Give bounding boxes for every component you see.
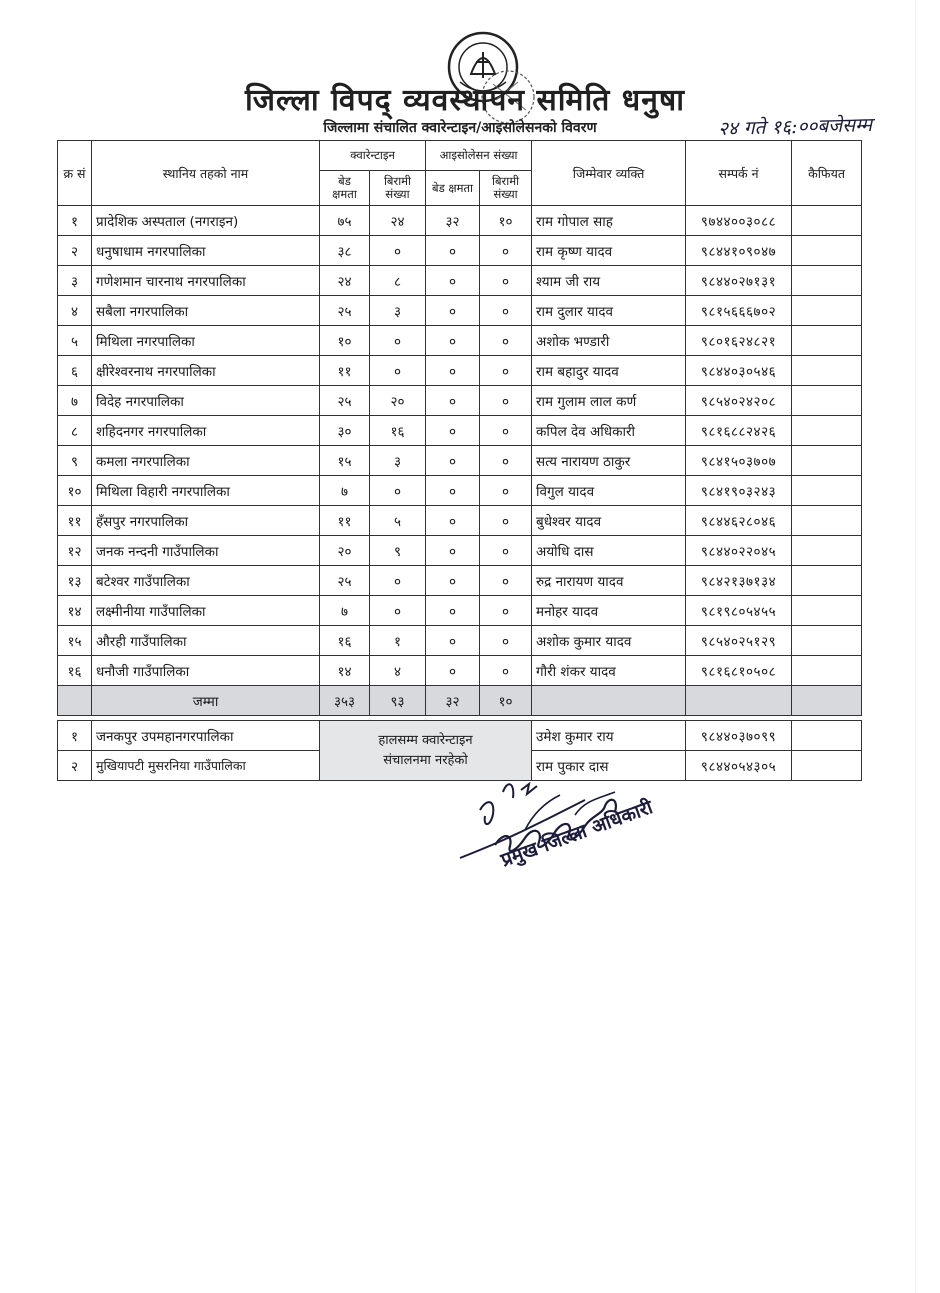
row-contact-number: ९८४१५०३७०७	[686, 446, 792, 476]
header-responsible: जिम्मेवार व्यक्ति	[532, 141, 686, 206]
table-row	[58, 596, 862, 626]
row-q-bed: ३८	[320, 236, 370, 266]
row-i-patient: ०	[480, 566, 532, 596]
row-i-bed: ०	[426, 566, 480, 596]
row-sn: ४	[58, 296, 92, 326]
row-q-bed: २५	[320, 566, 370, 596]
table-row	[58, 626, 862, 656]
extra-person: राम पुकार दास	[532, 751, 686, 781]
row-local-level: मिथिला नगरपालिका	[92, 326, 320, 356]
table-header-row-1	[58, 141, 862, 171]
total-q-bed: ३५३	[320, 686, 370, 716]
table-row	[58, 446, 862, 476]
row-i-patient: ०	[480, 626, 532, 656]
row-q-patient: ३	[370, 446, 426, 476]
row-q-bed: १५	[320, 446, 370, 476]
row-i-bed: ०	[426, 326, 480, 356]
row-q-patient: ०	[370, 566, 426, 596]
row-contact-number: ९८४४०२७१३१	[686, 266, 792, 296]
row-i-bed: ०	[426, 626, 480, 656]
header-contact: सम्पर्क नं	[686, 141, 792, 206]
note-line-2: संचालनमा नरहेको	[383, 752, 468, 768]
row-local-level: बटेश्वर गाउँपालिका	[92, 566, 320, 596]
row-remarks	[792, 266, 862, 296]
row-remarks	[792, 566, 862, 596]
row-q-patient: ०	[370, 326, 426, 356]
quarantine-isolation-table	[57, 140, 862, 781]
row-q-bed: २५	[320, 296, 370, 326]
row-i-bed: ०	[426, 266, 480, 296]
header-sn: क्र सं	[58, 141, 92, 206]
row-responsible-person: सत्य नारायण ठाकुर	[532, 446, 686, 476]
row-responsible-person: राम गुलाम लाल कर्ण	[532, 386, 686, 416]
row-i-patient: ०	[480, 356, 532, 386]
row-q-bed: ११	[320, 356, 370, 386]
extra-sn: २	[58, 751, 92, 781]
row-remarks	[792, 446, 862, 476]
total-q-patient: ९३	[370, 686, 426, 716]
row-q-bed: ११	[320, 506, 370, 536]
row-remarks	[792, 476, 862, 506]
row-q-bed: १०	[320, 326, 370, 356]
row-sn: ११	[58, 506, 92, 536]
header-isolation: आइसोलेसन संख्या	[426, 141, 532, 171]
row-contact-number: ९८४४१०९०४७	[686, 236, 792, 266]
row-responsible-person: राम बहादुर यादव	[532, 356, 686, 386]
row-local-level: विदेह नगरपालिका	[92, 386, 320, 416]
table-row	[58, 206, 862, 236]
row-sn: १	[58, 206, 92, 236]
row-sn: ८	[58, 416, 92, 446]
table-row	[58, 506, 862, 536]
row-q-patient: १६	[370, 416, 426, 446]
row-i-bed: ०	[426, 656, 480, 686]
row-i-patient: ०	[480, 506, 532, 536]
header-local-level: स्थानिय तहको नाम	[92, 141, 320, 206]
row-remarks	[792, 326, 862, 356]
row-local-level: औरही गाउँपालिका	[92, 626, 320, 656]
row-i-patient: ०	[480, 386, 532, 416]
row-local-level: प्रादेशिक अस्पताल (नगराइन)	[92, 206, 320, 236]
row-local-level: हँसपुर नगरपालिका	[92, 506, 320, 536]
row-sn: १३	[58, 566, 92, 596]
row-responsible-person: राम गोपाल साह	[532, 206, 686, 236]
header-remarks: कैफियत	[792, 141, 862, 206]
row-remarks	[792, 356, 862, 386]
row-q-bed: ७	[320, 476, 370, 506]
row-i-bed: ०	[426, 356, 480, 386]
row-sn: ९	[58, 446, 92, 476]
row-responsible-person: राम दुलार यादव	[532, 296, 686, 326]
row-q-patient: ०	[370, 596, 426, 626]
extra-person: उमेश कुमार राय	[532, 721, 686, 751]
row-contact-number: ९८१५६६६७०२	[686, 296, 792, 326]
extra-row-1	[58, 721, 862, 751]
extra-local-level: मुखियापटी मुसरनिया गाउँपालिका	[92, 751, 320, 781]
table-row	[58, 356, 862, 386]
row-remarks	[792, 296, 862, 326]
row-q-patient: ८	[370, 266, 426, 296]
table-row	[58, 656, 862, 686]
row-i-patient: १०	[480, 206, 532, 236]
row-remarks	[792, 206, 862, 236]
row-q-patient: १	[370, 626, 426, 656]
row-sn: १४	[58, 596, 92, 626]
total-person-cell	[532, 686, 686, 716]
row-q-patient: ४	[370, 656, 426, 686]
row-i-bed: ०	[426, 596, 480, 626]
row-local-level: लक्ष्मीनीया गाउँपालिका	[92, 596, 320, 626]
row-i-patient: ०	[480, 326, 532, 356]
row-remarks	[792, 626, 862, 656]
extra-local-level: जनकपुर उपमहानगरपालिका	[92, 721, 320, 751]
row-local-level: मिथिला विहारी नगरपालिका	[92, 476, 320, 506]
row-responsible-person: अशोक भण्डारी	[532, 326, 686, 356]
row-contact-number: ९७४४००३०८८	[686, 206, 792, 236]
row-sn: १६	[58, 656, 92, 686]
table-row	[58, 536, 862, 566]
row-q-patient: ०	[370, 356, 426, 386]
row-i-bed: ०	[426, 236, 480, 266]
extra-phone: ९८४४०५४३०५	[686, 751, 792, 781]
row-local-level: शहिदनगर नगरपालिका	[92, 416, 320, 446]
total-sn-cell	[58, 686, 92, 716]
row-local-level: कमला नगरपालिका	[92, 446, 320, 476]
header-i-bed: बेड क्षमता	[426, 171, 480, 206]
row-contact-number: ९८४२१३७१३४	[686, 566, 792, 596]
row-sn: ७	[58, 386, 92, 416]
row-q-patient: ३	[370, 296, 426, 326]
table-row	[58, 326, 862, 356]
extra-sn: १	[58, 721, 92, 751]
page-title: जिल्ला विपद् व्यवस्थापन समिति धनुषा	[245, 83, 685, 118]
row-q-bed: १४	[320, 656, 370, 686]
row-i-bed: ०	[426, 476, 480, 506]
row-q-patient: ०	[370, 476, 426, 506]
row-q-patient: ०	[370, 236, 426, 266]
row-q-patient: २४	[370, 206, 426, 236]
table-row	[58, 476, 862, 506]
row-i-patient: ०	[480, 266, 532, 296]
table-body	[58, 206, 862, 686]
row-sn: ६	[58, 356, 92, 386]
row-q-patient: ५	[370, 506, 426, 536]
row-q-bed: ३०	[320, 416, 370, 446]
row-sn: ५	[58, 326, 92, 356]
row-sn: १०	[58, 476, 92, 506]
row-local-level: सबैला नगरपालिका	[92, 296, 320, 326]
total-remarks-cell	[792, 686, 862, 716]
row-i-patient: ०	[480, 476, 532, 506]
row-contact-number: ९८४४०३०५४६	[686, 356, 792, 386]
row-contact-number: ९८५४०२४२०८	[686, 386, 792, 416]
page-subtitle: जिल्लामा संचालित क्वारेन्टाइन/आइसोलेसनको विवरण	[323, 120, 597, 136]
row-q-patient: २०	[370, 386, 426, 416]
row-responsible-person: अयोधि दास	[532, 536, 686, 566]
row-q-bed: ७५	[320, 206, 370, 236]
row-remarks	[792, 416, 862, 446]
note-line-1: हालसम्म क्वारेन्टाइन	[378, 732, 473, 748]
row-local-level: गणेशमान चारनाथ नगरपालिका	[92, 266, 320, 296]
header-i-patient: बिरामी संख्या	[480, 171, 532, 206]
row-local-level: धनुषाधाम नगरपालिका	[92, 236, 320, 266]
row-i-bed: ०	[426, 386, 480, 416]
row-sn: १५	[58, 626, 92, 656]
row-q-bed: ७	[320, 596, 370, 626]
row-i-bed: ३२	[426, 206, 480, 236]
row-q-bed: १६	[320, 626, 370, 656]
table-row	[58, 266, 862, 296]
table-row	[58, 566, 862, 596]
handwritten-date: २४ गते १६:००बजेसम्म	[717, 113, 873, 141]
row-responsible-person: गौरी शंकर यादव	[532, 656, 686, 686]
row-contact-number: ९८१६८८२४२६	[686, 416, 792, 446]
row-responsible-person: रुद्र नारायण यादव	[532, 566, 686, 596]
row-i-patient: ०	[480, 296, 532, 326]
total-i-bed: ३२	[426, 686, 480, 716]
row-q-patient: ९	[370, 536, 426, 566]
row-contact-number: ९८१९८०५४५५	[686, 596, 792, 626]
row-contact-number: ९८४१९०३२४३	[686, 476, 792, 506]
table-row	[58, 236, 862, 266]
row-i-patient: ०	[480, 596, 532, 626]
row-i-patient: ०	[480, 416, 532, 446]
row-remarks	[792, 536, 862, 566]
row-responsible-person: बुधेश्वर यादव	[532, 506, 686, 536]
row-responsible-person: अशोक कुमार यादव	[532, 626, 686, 656]
row-i-bed: ०	[426, 446, 480, 476]
row-remarks	[792, 386, 862, 416]
row-i-bed: ०	[426, 536, 480, 566]
row-local-level: जनक नन्दनी गाउँपालिका	[92, 536, 320, 566]
header-q-patient: बिरामी संख्या	[370, 171, 426, 206]
row-local-level: क्षीरेश्वरनाथ नगरपालिका	[92, 356, 320, 386]
row-contact-number: ९८४४६२८०४६	[686, 506, 792, 536]
total-row	[58, 686, 862, 716]
row-contact-number: ९८१६८१०५०८	[686, 656, 792, 686]
table-row	[58, 386, 862, 416]
row-q-bed: २०	[320, 536, 370, 566]
row-responsible-person: कपिल देव अधिकारी	[532, 416, 686, 446]
table-row	[58, 296, 862, 326]
row-contact-number: ९८५४०२५१२९	[686, 626, 792, 656]
scan-edge-line	[915, 0, 916, 1293]
row-q-bed: २५	[320, 386, 370, 416]
row-sn: ३	[58, 266, 92, 296]
row-remarks	[792, 656, 862, 686]
table-row	[58, 416, 862, 446]
row-i-patient: ०	[480, 446, 532, 476]
row-i-bed: ०	[426, 296, 480, 326]
total-i-patient: १०	[480, 686, 532, 716]
row-remarks	[792, 236, 862, 266]
header-q-bed: बेड क्षमता	[320, 171, 370, 206]
row-remarks	[792, 506, 862, 536]
row-responsible-person: श्याम जी राय	[532, 266, 686, 296]
row-i-bed: ०	[426, 416, 480, 446]
row-remarks	[792, 596, 862, 626]
row-responsible-person: विगुल यादव	[532, 476, 686, 506]
row-q-bed: २४	[320, 266, 370, 296]
row-responsible-person: मनोहर यादव	[532, 596, 686, 626]
header-quarantine: क्वारेन्टाइन	[320, 141, 426, 171]
row-sn: १२	[58, 536, 92, 566]
row-sn: २	[58, 236, 92, 266]
row-contact-number: ९८४४०२२०४५	[686, 536, 792, 566]
row-i-bed: ०	[426, 506, 480, 536]
row-local-level: धनौजी गाउँपालिका	[92, 656, 320, 686]
extra-remarks	[792, 751, 862, 781]
row-i-patient: ०	[480, 236, 532, 266]
extra-remarks	[792, 721, 862, 751]
total-phone-cell	[686, 686, 792, 716]
row-responsible-person: राम कृष्ण यादव	[532, 236, 686, 266]
row-contact-number: ९८०१६२४८२१	[686, 326, 792, 356]
extra-phone: ९८४४०३७०९९	[686, 721, 792, 751]
row-i-patient: ०	[480, 536, 532, 566]
total-label: जम्मा	[92, 686, 320, 716]
signatory-designation: प्रमुख जिल्ला अधिकारी	[498, 796, 656, 872]
row-i-patient: ०	[480, 656, 532, 686]
